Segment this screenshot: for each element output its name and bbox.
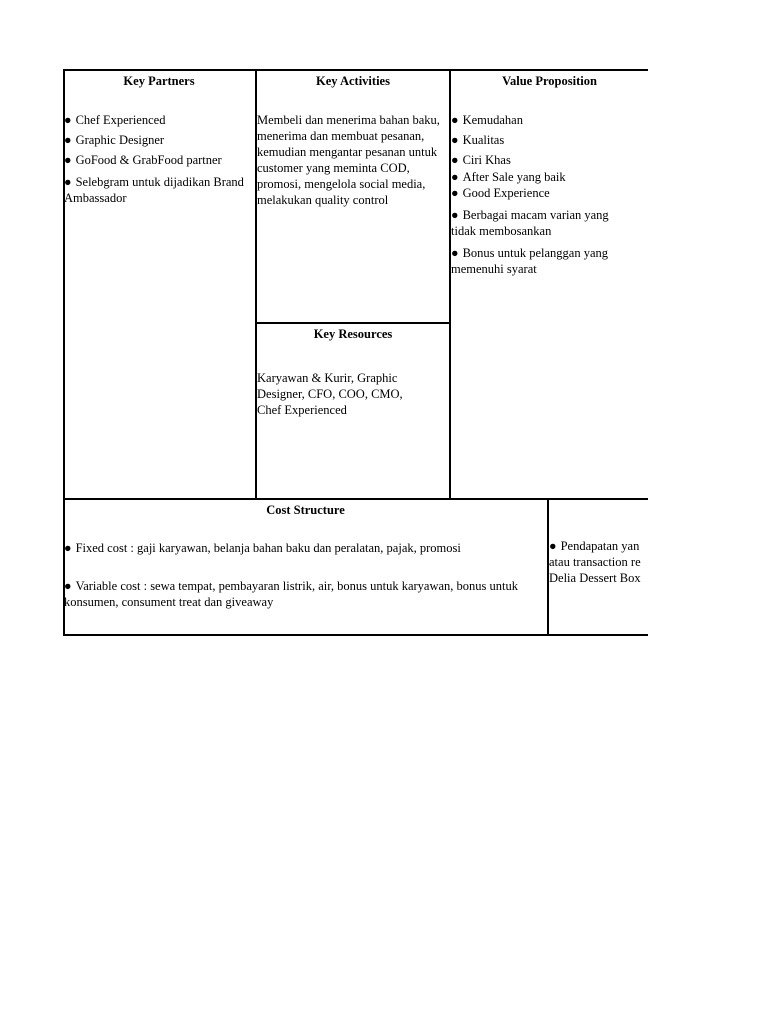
- list-item: ● Variable cost : sewa tempat, pembayaran listrik, air, bonus untuk karyawan, bonus untuk konsumen, consument treat dan giveaway: [64, 579, 519, 609]
- cost-structure-title: Cost Structure: [266, 503, 345, 517]
- list-item: ● Kualitas: [451, 133, 505, 147]
- cost-structure-list: [64, 540, 547, 610]
- list-item: ● Fixed cost : gaji karyawan, belanja bahan baku dan peralatan, pajak, promosi: [64, 541, 461, 555]
- revenue-streams-text: [549, 538, 648, 586]
- list-item: ● GoFood & GrabFood partner: [64, 153, 222, 167]
- list-item: ● Selebgram untuk dijadikan Brand Ambassador: [64, 175, 244, 205]
- bullet-icon: ●: [451, 113, 459, 127]
- key-resources-title: Key Resources: [313, 327, 393, 341]
- key-activities-title: Key Activities: [316, 74, 390, 88]
- bullet-icon: ●: [451, 208, 459, 222]
- key-partners-list: [64, 112, 254, 206]
- bullet-icon: ●: [64, 541, 72, 555]
- list-item: ● Berbagai macam varian yang tidak membosankan: [451, 208, 609, 238]
- bullet-icon: ●: [64, 133, 72, 147]
- value-proposition-title: Value Proposition: [502, 74, 597, 88]
- list-item: ● Bonus untuk pelanggan yang memenuhi syarat: [451, 246, 609, 276]
- list-item: ● Ciri Khas: [451, 153, 511, 167]
- list-item: ● After Sale yang baik: [451, 170, 566, 184]
- revenue-streams-cell: [549, 500, 648, 634]
- list-item: ● Kemudahan: [451, 113, 523, 127]
- business-model-canvas: [63, 69, 648, 636]
- bullet-icon: ●: [549, 539, 557, 553]
- list-item: ● Chef Experienced: [64, 113, 166, 127]
- bullet-icon: ●: [451, 153, 459, 167]
- key-resources-cell: [257, 324, 449, 498]
- bullet-icon: ●: [451, 133, 459, 147]
- key-activities-cell: [257, 71, 449, 322]
- bullet-icon: ●: [451, 170, 459, 184]
- bullet-icon: ●: [451, 186, 459, 200]
- bullet-icon: ●: [64, 113, 72, 127]
- revenue-line: atau transaction re: [549, 555, 641, 569]
- value-proposition-cell: [451, 71, 648, 498]
- bullet-icon: ●: [451, 246, 459, 260]
- bottom-border: [63, 634, 648, 636]
- revenue-line: Delia Dessert Box: [549, 571, 641, 585]
- bullet-icon: ●: [64, 579, 72, 593]
- key-partners-title: Key Partners: [123, 74, 195, 88]
- key-resources-text: Karyawan & Kurir, Graphic Designer, CFO, COO, CMO, Chef Experienced: [257, 371, 403, 417]
- list-item: ● Graphic Designer: [64, 133, 165, 147]
- key-activities-text: Membeli dan menerima bahan baku, menerima dan membuat pesanan, kemudian mengantar pesanan untuk customer yang meminta COD, promosi, mengelola social media, melakukan quality control: [257, 113, 440, 207]
- bullet-icon: ●: [64, 175, 72, 189]
- bullet-icon: ●: [64, 153, 72, 167]
- list-item: ● Good Experience: [451, 186, 550, 200]
- revenue-line: ● Pendapatan yan: [549, 539, 640, 553]
- value-proposition-list: [451, 112, 648, 277]
- key-partners-cell: [64, 71, 254, 498]
- cost-structure-cell: [64, 500, 547, 634]
